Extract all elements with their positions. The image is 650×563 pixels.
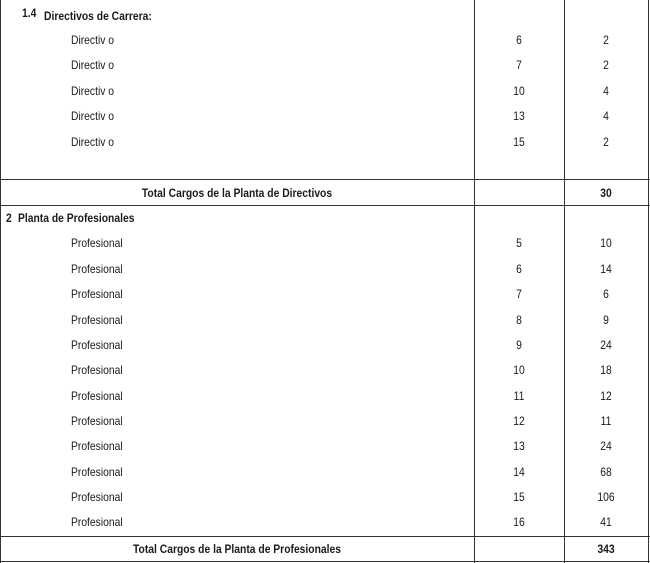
cargo-cell: Directiv o bbox=[71, 135, 115, 149]
total-value: 30 bbox=[600, 186, 612, 200]
grado-cell: 11 bbox=[513, 389, 525, 403]
column-divider-grado bbox=[474, 0, 475, 563]
cantidad-cell: 11 bbox=[600, 414, 612, 428]
bottom-border bbox=[0, 561, 650, 562]
cantidad-cell: 9 bbox=[603, 313, 609, 327]
section-number: 2 bbox=[6, 211, 12, 225]
cargo-cell: Directiv o bbox=[71, 58, 115, 72]
cargo-cell: Profesional bbox=[71, 465, 123, 479]
cantidad-cell: 4 bbox=[603, 109, 609, 123]
section-heading: Planta de Profesionales bbox=[18, 211, 135, 225]
cantidad-cell: 14 bbox=[600, 262, 612, 276]
total-label: Total Cargos de la Planta de Directivos bbox=[141, 186, 333, 200]
cargo-cell: Profesional bbox=[71, 414, 123, 428]
cantidad-cell: 2 bbox=[603, 135, 609, 149]
cargo-cell: Profesional bbox=[71, 439, 123, 453]
grado-cell: 9 bbox=[516, 338, 522, 352]
column-divider-cantidad bbox=[564, 0, 565, 563]
cantidad-cell: 18 bbox=[600, 363, 612, 377]
cantidad-cell: 106 bbox=[597, 490, 615, 504]
cargo-cell: Profesional bbox=[71, 262, 123, 276]
row-divider bbox=[0, 205, 650, 206]
cantidad-cell: 10 bbox=[600, 236, 612, 250]
row-divider bbox=[0, 179, 650, 180]
cargo-cell: Profesional bbox=[71, 313, 123, 327]
left-border bbox=[0, 0, 1, 563]
total-value: 343 bbox=[597, 542, 615, 556]
cantidad-cell: 68 bbox=[600, 465, 612, 479]
grado-cell: 10 bbox=[513, 84, 525, 98]
grado-cell: 13 bbox=[513, 439, 525, 453]
grado-cell: 15 bbox=[513, 490, 525, 504]
cantidad-cell: 41 bbox=[600, 515, 612, 529]
cargo-cell: Directiv o bbox=[71, 109, 115, 123]
total-label: Total Cargos de la Planta de Profesionales bbox=[132, 542, 341, 556]
cantidad-cell: 24 bbox=[600, 439, 612, 453]
cargo-cell: Directiv o bbox=[71, 84, 115, 98]
grado-cell: 7 bbox=[516, 287, 522, 301]
section-heading: Directivos de Carrera: bbox=[44, 9, 152, 23]
cargo-cell: Profesional bbox=[71, 389, 123, 403]
cargo-cell: Profesional bbox=[71, 236, 123, 250]
grado-cell: 5 bbox=[516, 236, 522, 250]
cantidad-cell: 4 bbox=[603, 84, 609, 98]
cargo-cell: Profesional bbox=[71, 363, 123, 377]
cantidad-cell: 2 bbox=[603, 33, 609, 47]
grado-cell: 15 bbox=[513, 135, 525, 149]
right-border bbox=[648, 0, 649, 563]
grado-cell: 14 bbox=[513, 465, 525, 479]
cargo-cell: Profesional bbox=[71, 490, 123, 504]
cargo-cell: Profesional bbox=[71, 287, 123, 301]
cantidad-cell: 6 bbox=[603, 287, 609, 301]
grado-cell: 6 bbox=[516, 33, 522, 47]
cargo-cell: Profesional bbox=[71, 338, 123, 352]
grado-cell: 13 bbox=[513, 109, 525, 123]
grado-cell: 10 bbox=[513, 363, 525, 377]
row-divider bbox=[0, 536, 650, 537]
cargo-cell: Directiv o bbox=[71, 33, 115, 47]
cargo-cell: Profesional bbox=[71, 515, 123, 529]
section-number: 1.4 bbox=[22, 6, 37, 20]
grado-cell: 6 bbox=[516, 262, 522, 276]
cantidad-cell: 2 bbox=[603, 58, 609, 72]
cantidad-cell: 12 bbox=[600, 389, 612, 403]
grado-cell: 7 bbox=[516, 58, 522, 72]
grado-cell: 8 bbox=[516, 313, 522, 327]
grado-cell: 16 bbox=[513, 515, 525, 529]
cantidad-cell: 24 bbox=[600, 338, 612, 352]
grado-cell: 12 bbox=[513, 414, 525, 428]
